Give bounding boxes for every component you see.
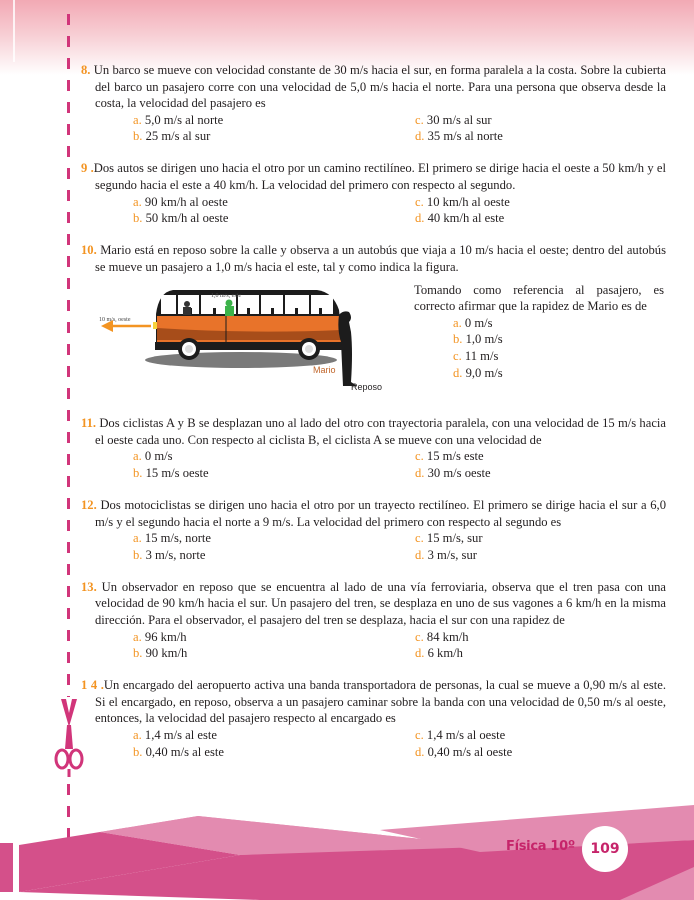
option-d: d. 3 m/s, sur [415,547,477,562]
question-9 [81,160,666,226]
bus-figure [81,282,411,400]
question-number: 10. [81,243,97,258]
question-12 [81,497,666,563]
option-b: b. 25 m/s al sur [133,129,211,144]
question-number: 12. [81,497,97,512]
option-c: c. 15 m/s este [415,449,484,464]
question-stem: Dos ciclistas A y B se desplazan uno al lado del otro con trayectoria paralela, con una velocidad de 15 m/s hacia el oeste cada uno. Con respecto al ciclista B, el ciclista A se mueve con una velocidad de [95,416,666,447]
option-d: d. 9,0 m/s [453,365,503,380]
option-a: a. 0 m/s [133,449,173,464]
question-stem: Un barco se mueve con velocidad constante de 30 m/s hacia el sur, en forma paralela a la costa. Sobre la cubierta del barco un pasajero corre con una velocidad de 5,0 m/s hacia el norte. Para una persona que observa desde la costa, la velocidad del pasajero es [93,63,666,111]
option-b: b. 3 m/s, norte [133,547,206,562]
question-11 [81,415,666,481]
question-number: 8. [81,63,91,77]
option-c: c. 15 m/s, sur [415,531,483,546]
question-stem: Dos autos se dirigen uno hacia el otro por un camino rectilíneo. El primero se dirige hacia el oeste a 50 km/h y el segundo hacia el este a 40 km/h. La velocidad del primero con respecto al segundo. [93,161,666,193]
passenger-velocity-label: 1,0 m/s, este [211,292,241,299]
option-c: c. 11 m/s [453,348,499,363]
option-a: a. 1,4 m/s al este [133,728,217,743]
option-a: a. 96 km/h [133,629,187,644]
option-d: d. 6 km/h [415,646,463,661]
option-b: b. 15 m/s oeste [133,465,209,480]
option-a: a. 90 km/h al oeste [133,194,228,209]
option-b: b. 50 km/h al oeste [133,211,229,226]
option-d: d. 0,40 m/s al oeste [415,744,513,759]
option-b: b. 0,40 m/s al este [133,744,224,759]
question-stem: Un observador en reposo que se encuentra al lado de una vía ferroviaria, observa que el tren pasa con una velocidad de 90 km/h hacia el sur. Un pasajero del tren, se desplaza en uno de sus vagones a 6 km/h en la misma dirección. Para el observador, el pasajero del tren se desplaza, hacia el sur con una rapidez de [95,579,667,627]
question-stem: Un encargado del aeropuerto activa una banda transportadora de personas, la cual se mueve a 0,90 m/s al este. Si el encargado, en reposo, observa a un pasajero caminar sobre la banda con una velocidad de 0,50 m/s al oeste, entonces, la velocidad del pasajero respecto al encargado es [95,678,666,726]
page-number: 109 [582,826,628,872]
option-d: d. 30 m/s oeste [415,465,491,480]
reposo-label: Reposo [351,381,383,392]
question-stem: Mario está en reposo sobre la calle y observa a un autobús que viaja a 10 m/s hacia el oeste; dentro del autobús se mueve un pasajero a 1,0 m/s hacia el este, tal y como indica la figura. [95,243,666,274]
page-edge [13,0,15,62]
option-c: c. 10 km/h al oeste [415,194,510,209]
option-d: d. 40 km/h al este [415,211,505,226]
question-10-side-text: Tomando como referencia al pasajero, es correcto afirmar que la rapidez de Mario es de a. 0 m/s b. 1,0 m/s c. 11 m/s d. 9,0 m/s [414,282,664,380]
question-13 [81,579,666,662]
question-number: 9 . [81,161,94,176]
question-14 [81,677,666,760]
question-number: 1 4 . [81,678,104,693]
question-list [81,62,666,776]
option-c: c. 1,4 m/s al oeste [415,728,506,743]
question-stem: Dos motociclistas se dirigen uno hacia el otro por un trayecto rectilíneo. El primero se dirige hacia el sur a 6,0 m/s y el segundo hacia el norte a 9 m/s. La velocidad del primero con respecto al segundo es [95,497,666,529]
question-number: 11. [81,416,97,431]
question-number: 13. [81,579,97,594]
option-c: c. 84 km/h [415,629,469,644]
subject-label: Física 10º [506,839,575,854]
question-8 [81,62,666,145]
question-10 [81,242,666,399]
option-d: d. 35 m/s al norte [415,129,503,144]
option-c: c. 30 m/s al sur [415,112,492,127]
bus-velocity-label: 10 m/s, oeste [99,316,131,323]
option-b: b. 1,0 m/s [453,332,503,347]
mario-label: Mario [313,364,336,375]
option-a: a. 5,0 m/s al norte [133,112,224,127]
option-a: a. 0 m/s [453,315,493,330]
option-b: b. 90 km/h [133,646,188,661]
option-a: a. 15 m/s, norte [133,531,212,546]
